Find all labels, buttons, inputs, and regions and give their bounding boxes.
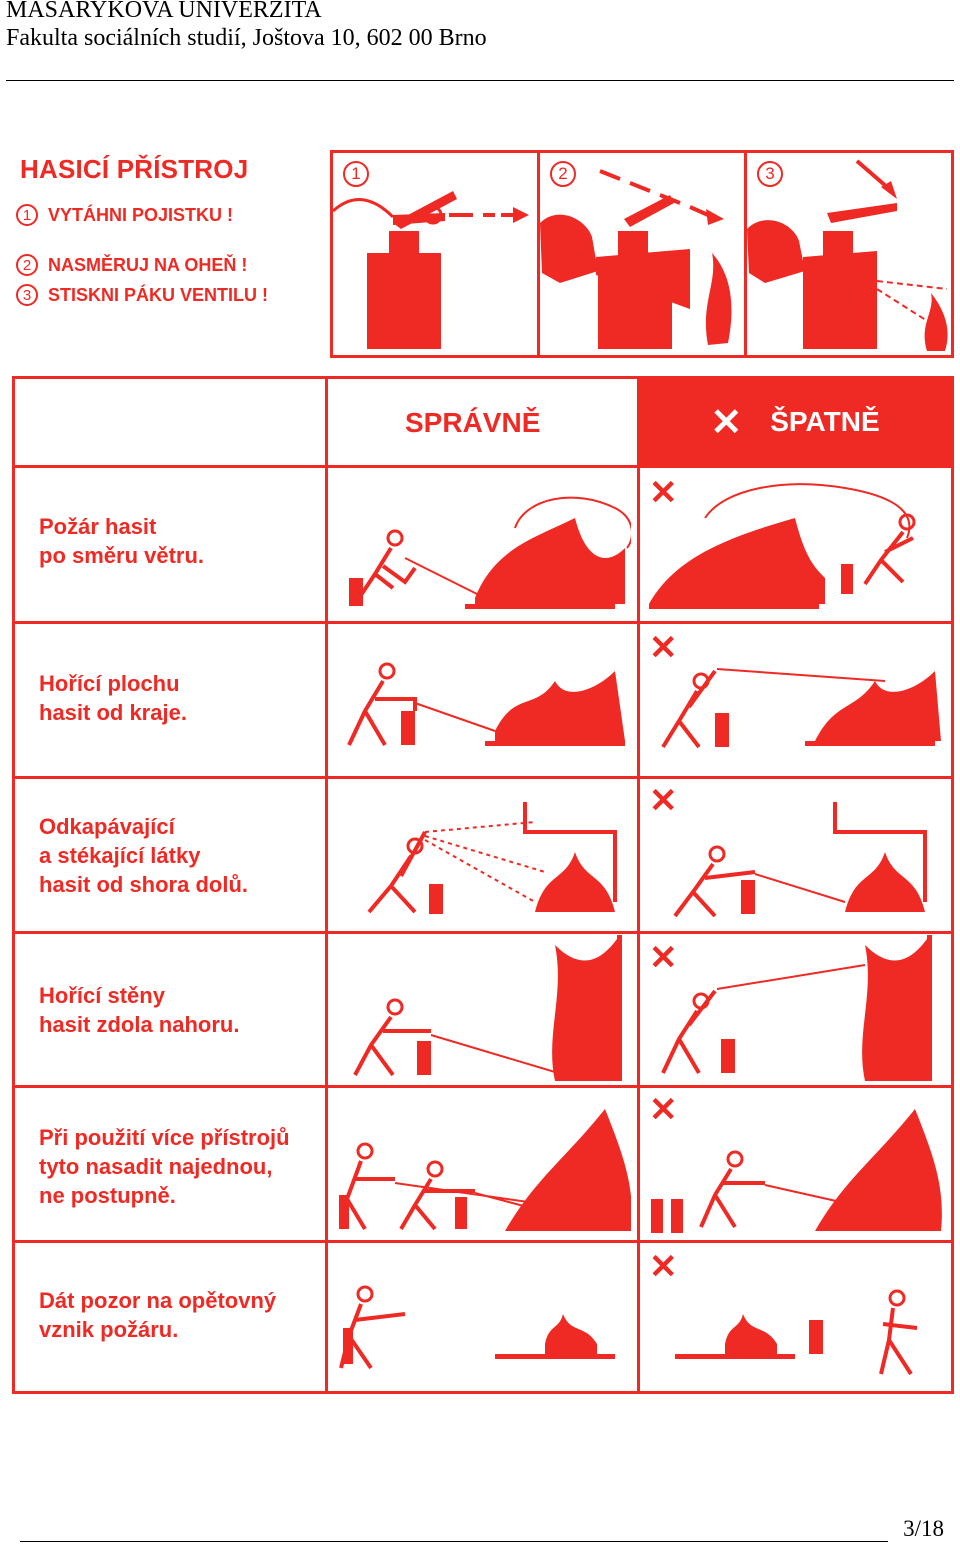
correct-column-heading: SPRÁVNĚ bbox=[405, 407, 541, 438]
correct-wall-illustration bbox=[335, 935, 631, 1081]
extinguisher-title: HASICÍ PŘÍSTROJ bbox=[20, 154, 249, 184]
wrong-column-heading bbox=[639, 379, 951, 465]
panel-squeeze bbox=[747, 153, 951, 355]
rule-text: Při použití více přístrojů tyto nasadit najednou, ne postupně. bbox=[39, 1125, 290, 1208]
rule-text: Hořící stěny hasit zdola nahoru. bbox=[39, 983, 240, 1037]
header-divider bbox=[6, 80, 954, 81]
table-row bbox=[15, 776, 951, 934]
university-name: MASARYKOVA UNIVERZITA bbox=[6, 0, 322, 23]
table-row bbox=[15, 1240, 951, 1394]
wrong-reignition-illustration bbox=[645, 1284, 945, 1384]
extinguisher-squeeze-illustration bbox=[747, 153, 951, 355]
wrong-edge-illustration bbox=[645, 651, 945, 771]
panel-number: 3 bbox=[757, 161, 783, 187]
step-label: NASMĚRUJ NA OHEŇ ! bbox=[48, 254, 248, 275]
step-3 bbox=[16, 284, 268, 306]
rule-text: Hořící plochu hasit od kraje. bbox=[39, 671, 187, 725]
wrong-drip-illustration bbox=[645, 792, 945, 922]
wrong-wall-illustration bbox=[645, 935, 945, 1081]
correct-drip-illustration bbox=[335, 792, 631, 922]
correct-edge-illustration bbox=[335, 651, 631, 771]
table-header-row bbox=[15, 379, 951, 468]
step-number: 3 bbox=[16, 284, 38, 306]
panel-aim bbox=[540, 153, 747, 355]
faculty-address: Fakulta sociálních studií, Joštova 10, 602 00 Brno bbox=[6, 25, 487, 51]
wrong-wind-illustration bbox=[645, 474, 945, 614]
correct-wrong-table bbox=[12, 376, 954, 1394]
wrong-x-icon: ✕ bbox=[649, 1091, 678, 1129]
table-row bbox=[15, 1085, 951, 1243]
rule-text: Dát pozor na opětovný vznik požáru. bbox=[39, 1288, 277, 1342]
wrong-label: ŠPATNĚ bbox=[770, 406, 880, 437]
wrong-x-icon: ✕ bbox=[649, 474, 678, 512]
extinguisher-pin-illustration bbox=[333, 153, 537, 355]
table-row bbox=[15, 621, 951, 779]
panel-number: 1 bbox=[343, 161, 369, 187]
step-1 bbox=[16, 204, 233, 226]
wrong-x-icon: ✕ bbox=[649, 1248, 678, 1286]
wrong-x-icon: ✕ bbox=[649, 939, 678, 977]
rule-text: Odkapávající a stékající látky hasit od shora dolů. bbox=[39, 814, 249, 897]
extinguisher-aim-illustration bbox=[540, 153, 744, 355]
step-number: 2 bbox=[16, 254, 38, 276]
footer-divider bbox=[20, 1541, 888, 1542]
wrong-multiple-illustration bbox=[645, 1099, 945, 1235]
rule-text: Požár hasit po směru větru. bbox=[39, 514, 205, 568]
wrong-x-icon: ✕ bbox=[649, 782, 678, 820]
step-label: VYTÁHNI POJISTKU ! bbox=[48, 204, 234, 225]
document-header bbox=[6, 0, 487, 52]
correct-reignition-illustration bbox=[335, 1284, 631, 1384]
table-row bbox=[15, 468, 951, 624]
panel-pull-pin bbox=[333, 153, 540, 355]
step-number: 1 bbox=[16, 204, 38, 226]
wrong-x-icon: ✕ bbox=[649, 629, 678, 667]
extinguisher-panels bbox=[330, 150, 954, 358]
panel-number: 2 bbox=[550, 161, 576, 187]
correct-multiple-illustration bbox=[335, 1099, 631, 1235]
step-2 bbox=[16, 254, 247, 276]
page-number: 3/18 bbox=[903, 1516, 944, 1541]
step-label: STISKNI PÁKU VENTILU ! bbox=[48, 284, 269, 305]
correct-wind-illustration bbox=[335, 478, 631, 614]
table-row bbox=[15, 931, 951, 1088]
wrong-x-icon: ✕ bbox=[710, 401, 743, 444]
